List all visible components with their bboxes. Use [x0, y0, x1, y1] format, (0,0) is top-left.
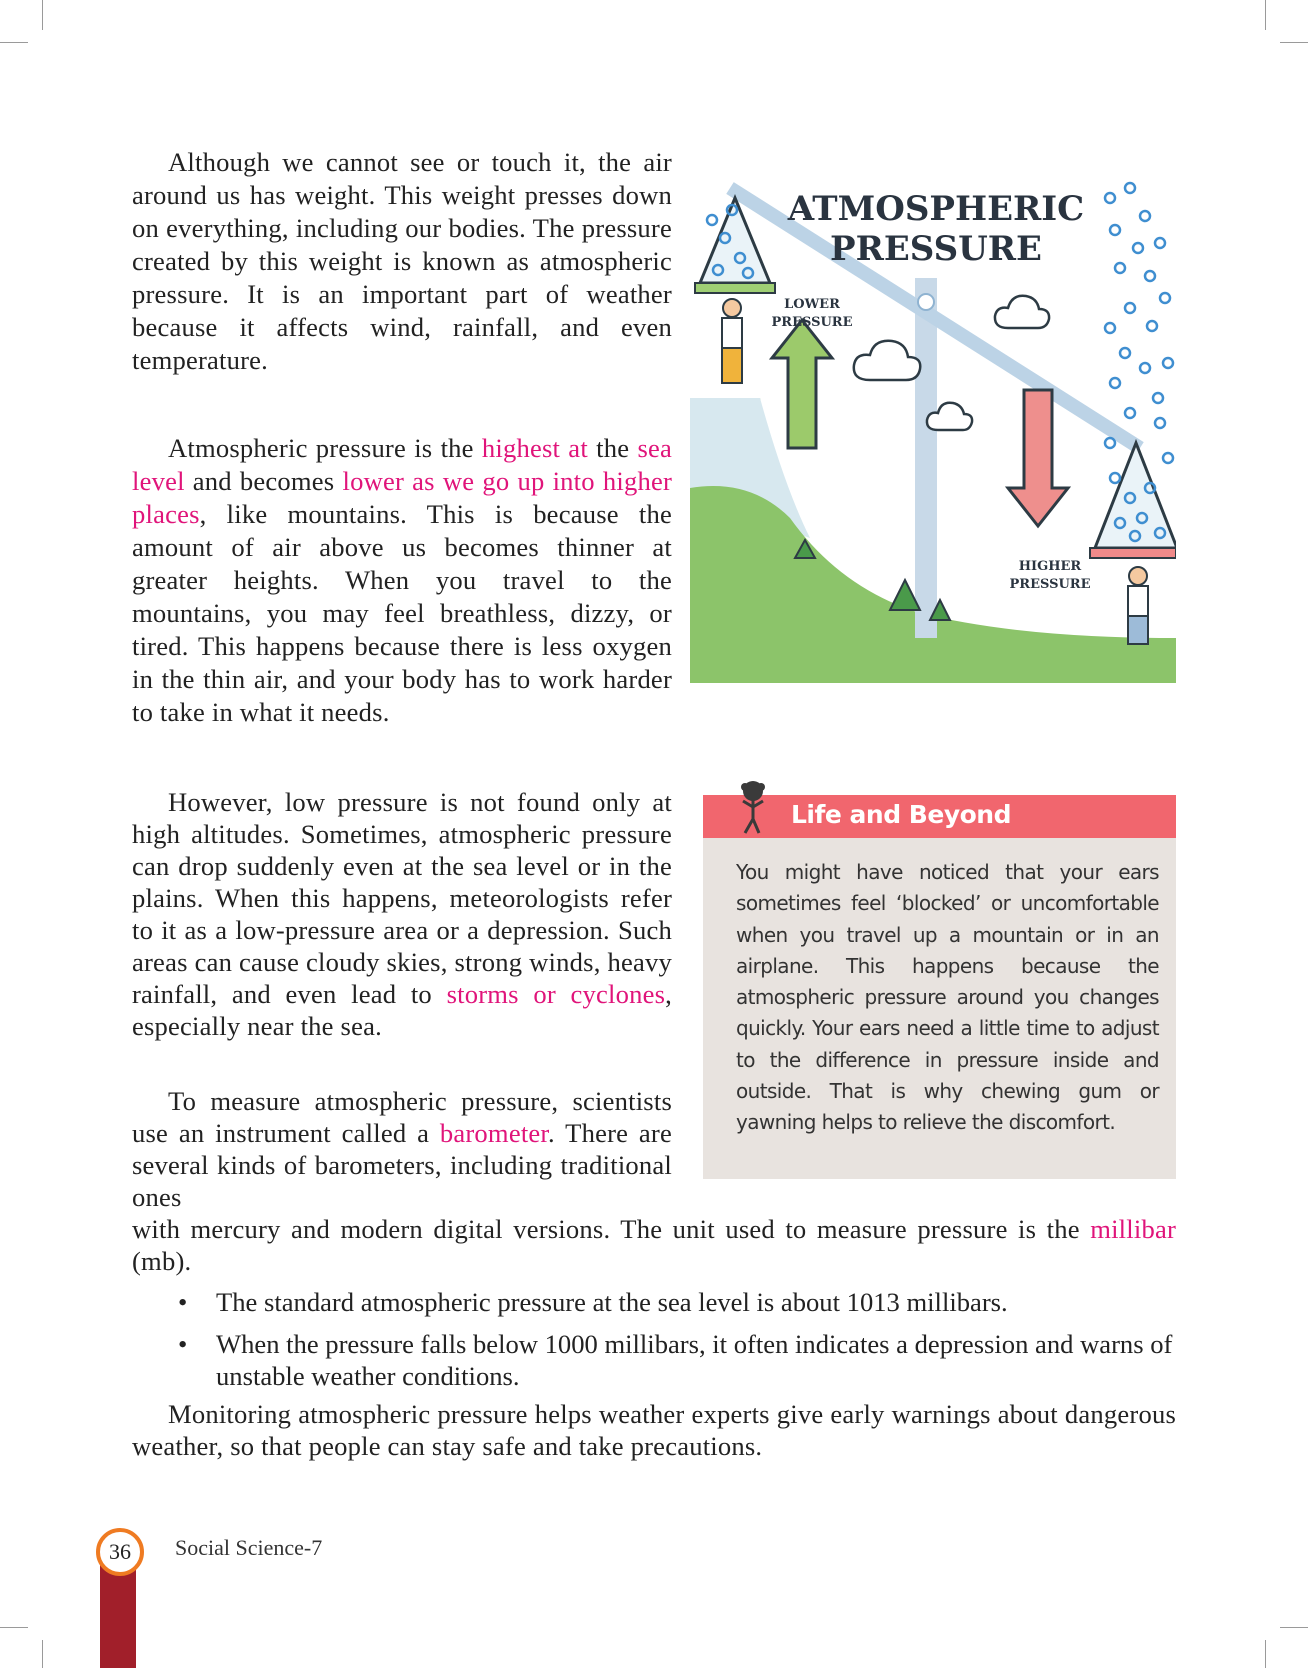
higher-pressure-label-1: HIGHER — [1018, 559, 1082, 574]
crop-mark — [42, 1640, 43, 1668]
crop-mark — [1265, 0, 1266, 30]
paragraph-barometer-cont — [132, 1213, 1176, 1277]
figure-title-line2: PRESSURE — [830, 229, 1042, 269]
box-text: You might have noticed that your ears sometimes feel ‘blocked’ or uncomfortable when you travel up a mountain or in an airplane. This happens because the atmospheric pressure around you changes quickly. Your ears need a little time to adjust to the difference in pressure inside and outside. That is why chewing gum or yawning helps to relieve the discomfort. — [736, 860, 1159, 1135]
paragraph-text: Although we cannot see or touch it, the air around us has weight. This weight presses down on everything, including our bodies. The pressure created by this weight is known as atmospheric pressure. It is an important part of weather because it affects wind, rainfall, and even temperature. — [132, 147, 672, 375]
bullet-list — [176, 1286, 1176, 1402]
list-item — [176, 1328, 1176, 1392]
paragraph-text: Monitoring atmospheric pressure helps weather experts give early warnings about dangerous weather, so that people can stay safe and take precautions. — [132, 1399, 1176, 1461]
paragraph-barometer — [132, 1085, 672, 1213]
text-segment: the — [587, 433, 638, 463]
bullet-icon: • — [178, 1329, 188, 1359]
text-segment: , like mountains. This is because the amount of air above us becomes thinner at greater heights. When you travel to the mountains, you may feel breathless, dizzy, or tired. This happens because there is less oxygen in the thin air, and your body has to work harder to take in what it needs. — [132, 499, 672, 727]
box-title: Life and Beyond — [791, 800, 1011, 829]
paragraph-intro — [132, 146, 672, 377]
highlight-text: lower as we go up into higher places — [132, 466, 672, 529]
tree-person-icon — [733, 779, 773, 835]
text-segment: and becomes — [184, 466, 343, 496]
paragraph-monitoring — [132, 1398, 1176, 1462]
bullet-icon: • — [178, 1287, 188, 1317]
person-left-icon — [722, 299, 742, 383]
crop-mark — [1265, 1640, 1266, 1668]
text-segment: However, low pressure is not found only at high altitudes. Sometimes, atmospheric pressure can drop suddenly even at the sea level or in the plains. When this happens, meteorologists refer to it as a low-pressure area or a depression. Such areas can cause cloudy skies, strong winds, heavy rainfall, and even lead to — [132, 787, 672, 1009]
higher-pressure-label-2: PRESSURE — [1009, 577, 1091, 592]
crop-mark — [1280, 1627, 1308, 1628]
page-number: 36 — [96, 1528, 144, 1576]
box-header — [703, 795, 1176, 838]
paragraph-altitude — [132, 432, 672, 729]
crop-mark — [42, 0, 43, 30]
paragraph-low-pressure — [132, 786, 672, 1042]
highlight-text: highest at — [481, 433, 588, 463]
illustration-svg — [690, 158, 1176, 683]
text-segment: , especially near the sea. — [132, 979, 672, 1041]
figure-title-line1: ATMOSPHERIC — [787, 189, 1085, 229]
highlight-text: millibar — [1090, 1214, 1176, 1244]
lower-pressure-label-1: LOWER — [784, 297, 840, 312]
highlight-text: storms or cyclones — [446, 979, 666, 1009]
list-item — [176, 1286, 1176, 1318]
person-right-icon — [1128, 567, 1148, 644]
text-segment: To measure atmospheric pressure, scientists use an instrument called a — [132, 1086, 672, 1148]
lower-pressure-label-2: PRESSURE — [771, 315, 853, 330]
highlight-text: barometer — [439, 1118, 548, 1148]
text-segment: Atmospheric pressure is the — [168, 433, 482, 463]
crop-mark — [1280, 42, 1308, 43]
text-segment: . There are several kinds of barometers, including traditional ones — [132, 1118, 672, 1212]
crop-mark — [0, 42, 28, 43]
bullet-text: The standard atmospheric pressure at the sea level is about 1013 millibars. — [216, 1287, 1008, 1317]
crop-mark — [0, 1627, 28, 1628]
atmospheric-pressure-illustration — [690, 158, 1176, 683]
text-segment: with mercury and modern digital versions. The unit used to measure pressure is the — [132, 1214, 1091, 1244]
book-title: Social Science-7 — [175, 1535, 323, 1560]
highlight-text: sea level — [132, 433, 672, 496]
bullet-text: When the pressure falls below 1000 millibars, it often indicates a depression and warns of unstable weather conditions. — [216, 1329, 1173, 1391]
life-and-beyond-box — [703, 795, 1176, 1179]
text-segment: (mb). — [132, 1246, 192, 1276]
